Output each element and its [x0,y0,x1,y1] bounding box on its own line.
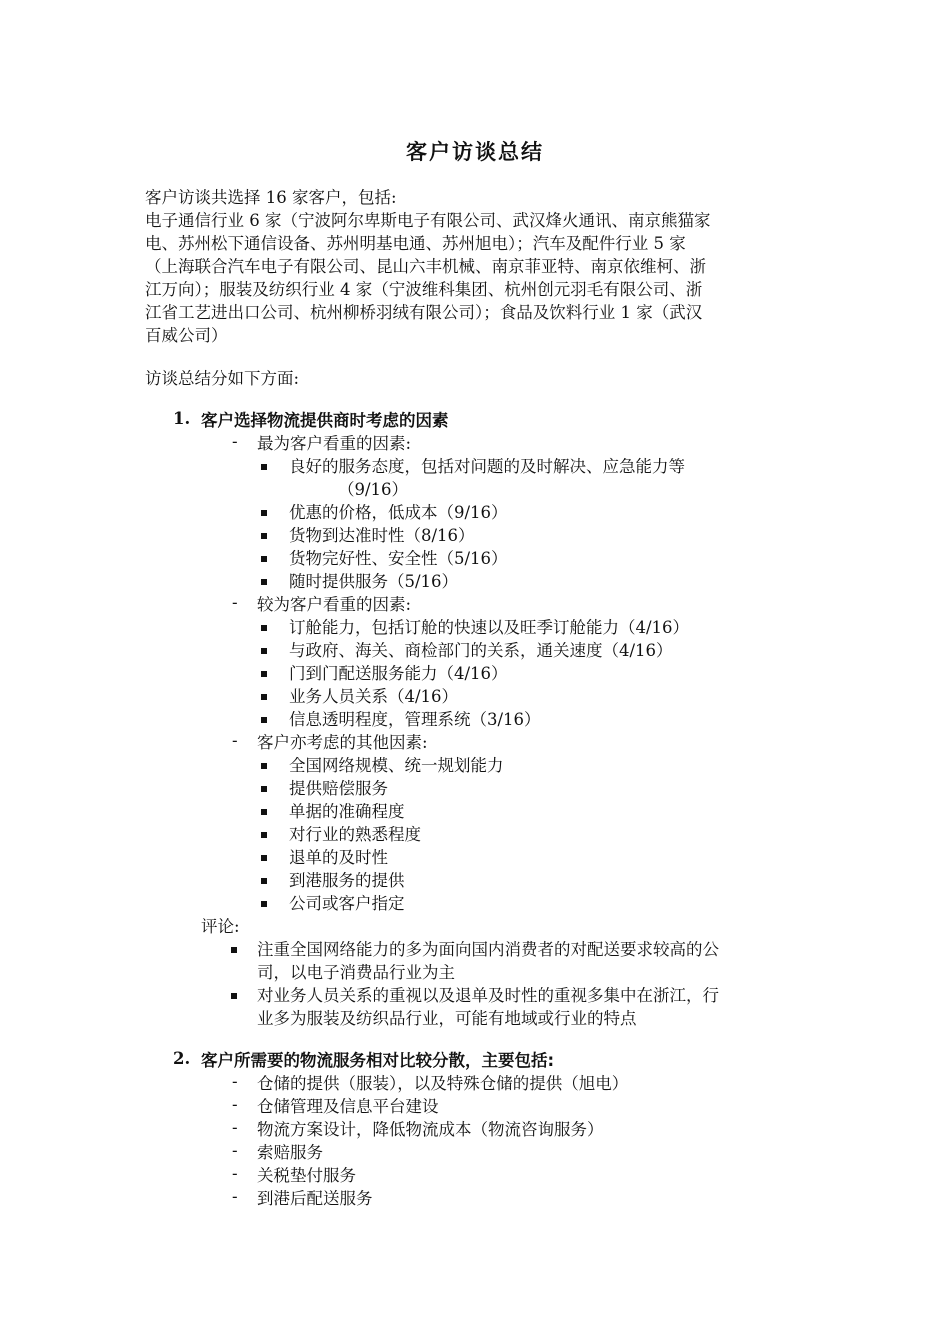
square-bullet [261,556,267,562]
square-bullet [261,671,267,677]
list-item: 关税垫付服务 [257,1166,356,1185]
group-label: 较为客户看重的因素: [257,595,412,614]
square-bullet [231,947,237,953]
section-heading: 客户所需要的物流服务相对比较分散，主要包括: [201,1051,555,1070]
comment-label: 评论: [201,917,240,936]
square-bullet [261,625,267,631]
dash-bullet: - [232,1141,238,1160]
comment-line: 司，以电子消费品行业为主 [257,963,455,982]
list-item: 公司或客户指定 [289,894,405,913]
list-item: 优惠的价格，低成本（9/16） [289,503,508,522]
square-bullet [261,648,267,654]
list-item: 物流方案设计，降低物流成本（物流咨询服务） [257,1120,604,1139]
square-bullet [261,694,267,700]
list-item: 良好的服务态度，包括对问题的及时解决、应急能力等 [289,457,685,476]
list-item: 货物完好性、安全性（5/16） [289,549,508,568]
square-bullet [261,786,267,792]
dash-bullet: - [232,1164,238,1183]
list-item: 门到门配送服务能力（4/16） [289,664,508,683]
intro-line: 百威公司） [145,326,228,345]
list-item: 退单的及时性 [289,848,388,867]
list-item: 随时提供服务（5/16） [289,572,459,591]
list-item-continuation: （9/16） [338,480,409,499]
group-label: 客户亦考虑的其他因素: [257,733,428,752]
list-item: 对行业的熟悉程度 [289,825,421,844]
square-bullet [261,763,267,769]
square-bullet [261,878,267,884]
intro-line: 电、苏州松下通信设备、苏州明基电通、苏州旭电）；汽车及配件行业 5 家 [145,234,686,253]
list-item: 全国网络规模、统一规划能力 [289,756,504,775]
dash-bullet: - [232,593,238,612]
dash-bullet: - [232,731,238,750]
page-title: 客户访谈总结 [406,140,544,164]
comment-line: 注重全国网络能力的多为面向国内消费者的对配送要求较高的公 [257,940,719,959]
square-bullet [261,717,267,723]
summary-intro: 访谈总结分如下方面: [145,369,300,388]
section-heading: 客户选择物流提供商时考虑的因素 [201,411,449,430]
square-bullet [261,464,267,470]
intro-line: 江省工艺进出口公司、杭州柳桥羽绒有限公司）；食品及饮料行业 1 家（武汉 [145,303,703,322]
square-bullet [261,579,267,585]
dash-bullet: - [232,1095,238,1114]
intro-line: （上海联合汽车电子有限公司、昆山六丰机械、南京菲亚特、南京依维柯、浙 [145,257,706,276]
square-bullet [231,993,237,999]
section-number: 1. [173,409,191,428]
list-item: 货物到达准时性（8/16） [289,526,475,545]
list-item: 提供赔偿服务 [289,779,388,798]
intro-line: 客户访谈共选择 16 家客户，包括: [145,188,397,207]
comment-line: 对业务人员关系的重视以及退单及时性的重视多集中在浙江，行 [257,986,719,1005]
square-bullet [261,832,267,838]
list-item: 业务人员关系（4/16） [289,687,459,706]
square-bullet [261,855,267,861]
list-item: 到港服务的提供 [289,871,405,890]
dash-bullet: - [232,1072,238,1091]
intro-line: 电子通信行业 6 家（宁波阿尔卑斯电子有限公司、武汉烽火通讯、南京熊猫家 [145,211,711,230]
list-item: 单据的准确程度 [289,802,405,821]
list-item: 索赔服务 [257,1143,323,1162]
group-label: 最为客户看重的因素: [257,434,412,453]
list-item: 仓储的提供（服装），以及特殊仓储的提供（旭电） [257,1074,629,1093]
list-item: 信息透明程度，管理系统（3/16） [289,710,541,729]
dash-bullet: - [232,1118,238,1137]
list-item: 订舱能力，包括订舱的快速以及旺季订舱能力（4/16） [289,618,690,637]
square-bullet [261,510,267,516]
list-item: 到港后配送服务 [257,1189,373,1208]
square-bullet [261,533,267,539]
list-item: 与政府、海关、商检部门的关系，通关速度（4/16） [289,641,673,660]
square-bullet [261,809,267,815]
dash-bullet: - [232,432,238,451]
list-item: 仓储管理及信息平台建设 [257,1097,439,1116]
dash-bullet: - [232,1187,238,1206]
section-number: 2. [173,1049,191,1068]
intro-line: 江万向）；服装及纺织行业 4 家（宁波维科集团、杭州创元羽毛有限公司、浙 [145,280,703,299]
square-bullet [261,901,267,907]
comment-line: 业多为服装及纺织品行业，可能有地域或行业的特点 [257,1009,637,1028]
